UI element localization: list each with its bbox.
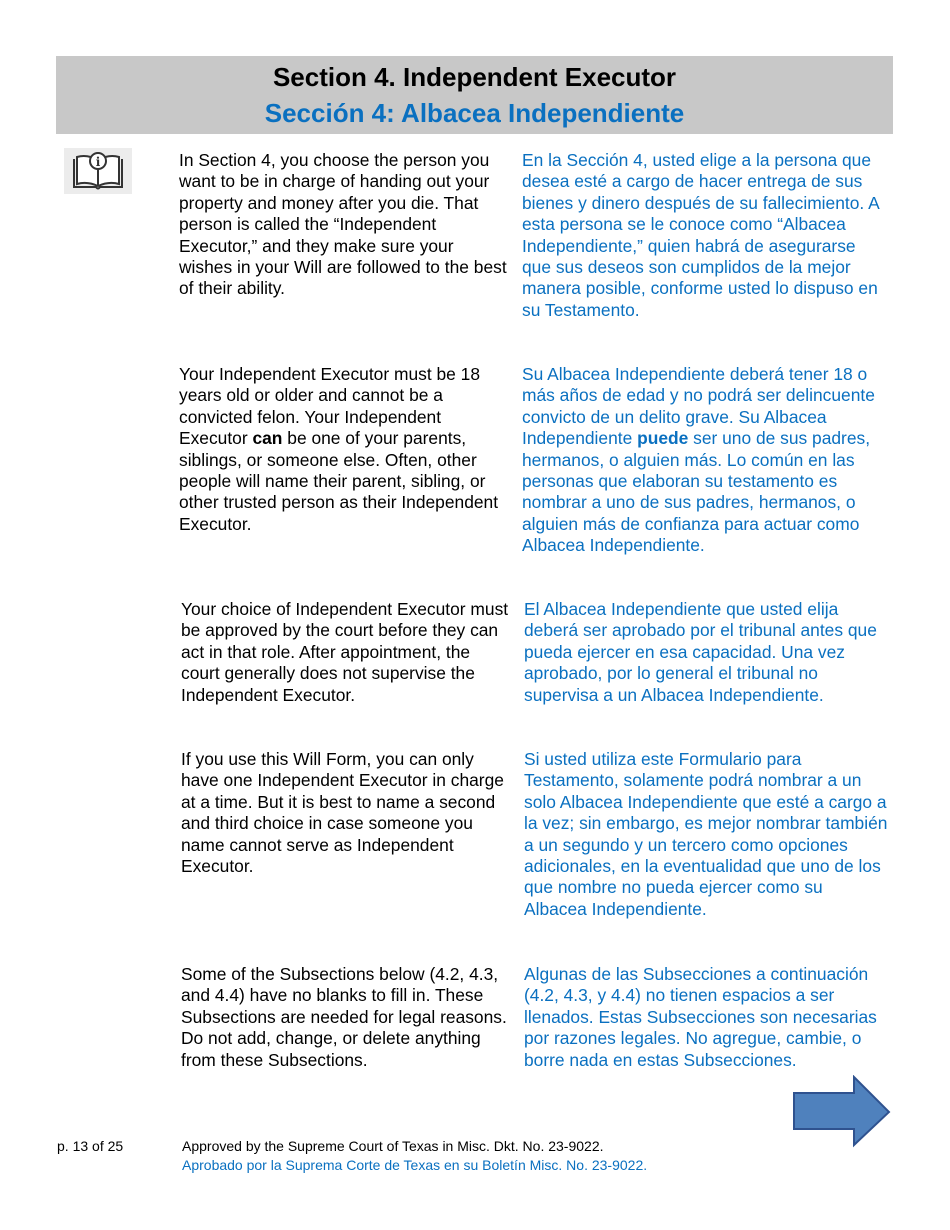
paragraph-1-es: En la Sección 4, usted elige a la persona que desea esté a cargo de hacer entrega de sus bienes y dinero después de su fallecimiento. A esta persona se le conoce como “Albacea Independiente,” quien habrá de asegurarse que sus deseos son cumplidos de la mejor manera posible, conforme usted lo dispuso en su Testamento.	[522, 150, 879, 320]
paragraph-4-en: If you use this Will Form, you can only have one Independent Executor in charge at a time. But it is best to name a second and third choice in case someone you name cannot serve as Independent Executor.	[181, 749, 504, 877]
paragraph-3-es: El Albacea Independiente que usted elija deberá ser aprobado por el tribunal antes que pueda ejercer en esa capacidad. Una vez aprobado, por lo general el tribunal no supervisa a un Albacea Independiente.	[524, 599, 877, 705]
paragraph-1-en: In Section 4, you choose the person you want to be in charge of handing out your property and money after you die. That person is called the “Independent Executor,” and they make sure your wishes in your Will are followed to the best of their ability.	[179, 150, 507, 299]
paragraph-5-es: Algunas de las Subsecciones a continuación (4.2, 4.3, y 4.4) no tienen espacios a ser llenados. Estas Subsecciones son necesarias por razones legales. No agregue, cambie, o borre nada en estas Subsecciones.	[524, 964, 877, 1070]
svg-text:i: i	[95, 155, 101, 169]
page-number: p. 13 of 25	[57, 1138, 124, 1154]
approval-note-en: Approved by the Supreme Court of Texas in Misc. Dkt. No. 23-9022.	[182, 1138, 604, 1154]
paragraph-5-en: Some of the Subsections below (4.2, 4.3, and 4.4) have no blanks to fill in. These Subsections are needed for legal reasons. Do not add, change, or delete anything from these Subsections.	[181, 964, 507, 1070]
section-title-es: Sección 4: Albacea Independiente	[264, 98, 685, 128]
right-arrow-icon[interactable]	[792, 1075, 892, 1154]
paragraph-2-en: Your Independent Executor must be 18 years old or older and cannot be a convicted felon. Your Independent Executor can be one of your parents, siblings, or someone else. Often, other people will name their parent, sibling, or other trusted person as their Independent Executor.	[179, 364, 499, 534]
section-title-en: Section 4. Independent Executor	[272, 62, 677, 92]
paragraph-3-en: Your choice of Independent Executor must be approved by the court before they can act in that role. After appointment, the court generally does not supervise the Independent Executor.	[181, 599, 509, 705]
paragraph-2-es: Su Albacea Independiente deberá tener 18 o más años de edad y no podrá ser delincuente convicto de un delito grave. Su Albacea Independiente puede ser uno de sus padres, hermanos, o alguien más. Lo común en las personas que elaboran su testamento es nombrar a uno de sus padres, hermanos, o alguien más de confianza para actuar como Albacea Independiente.	[522, 364, 875, 556]
info-book-icon	[64, 148, 132, 194]
section-header	[56, 56, 893, 134]
approval-note-es: Aprobado por la Suprema Corte de Texas en su Boletín Misc. No. 23-9022.	[182, 1157, 648, 1173]
paragraph-4-es: Si usted utiliza este Formulario para Testamento, solamente podrá nombrar a un solo Albacea Independiente que esté a cargo a la vez; sin embargo, es mejor nombrar también a un segundo y un tercero como opciones adicionales, en la eventualidad que uno de los que nombre no pueda ejercer como su Albacea Independiente.	[524, 749, 888, 919]
